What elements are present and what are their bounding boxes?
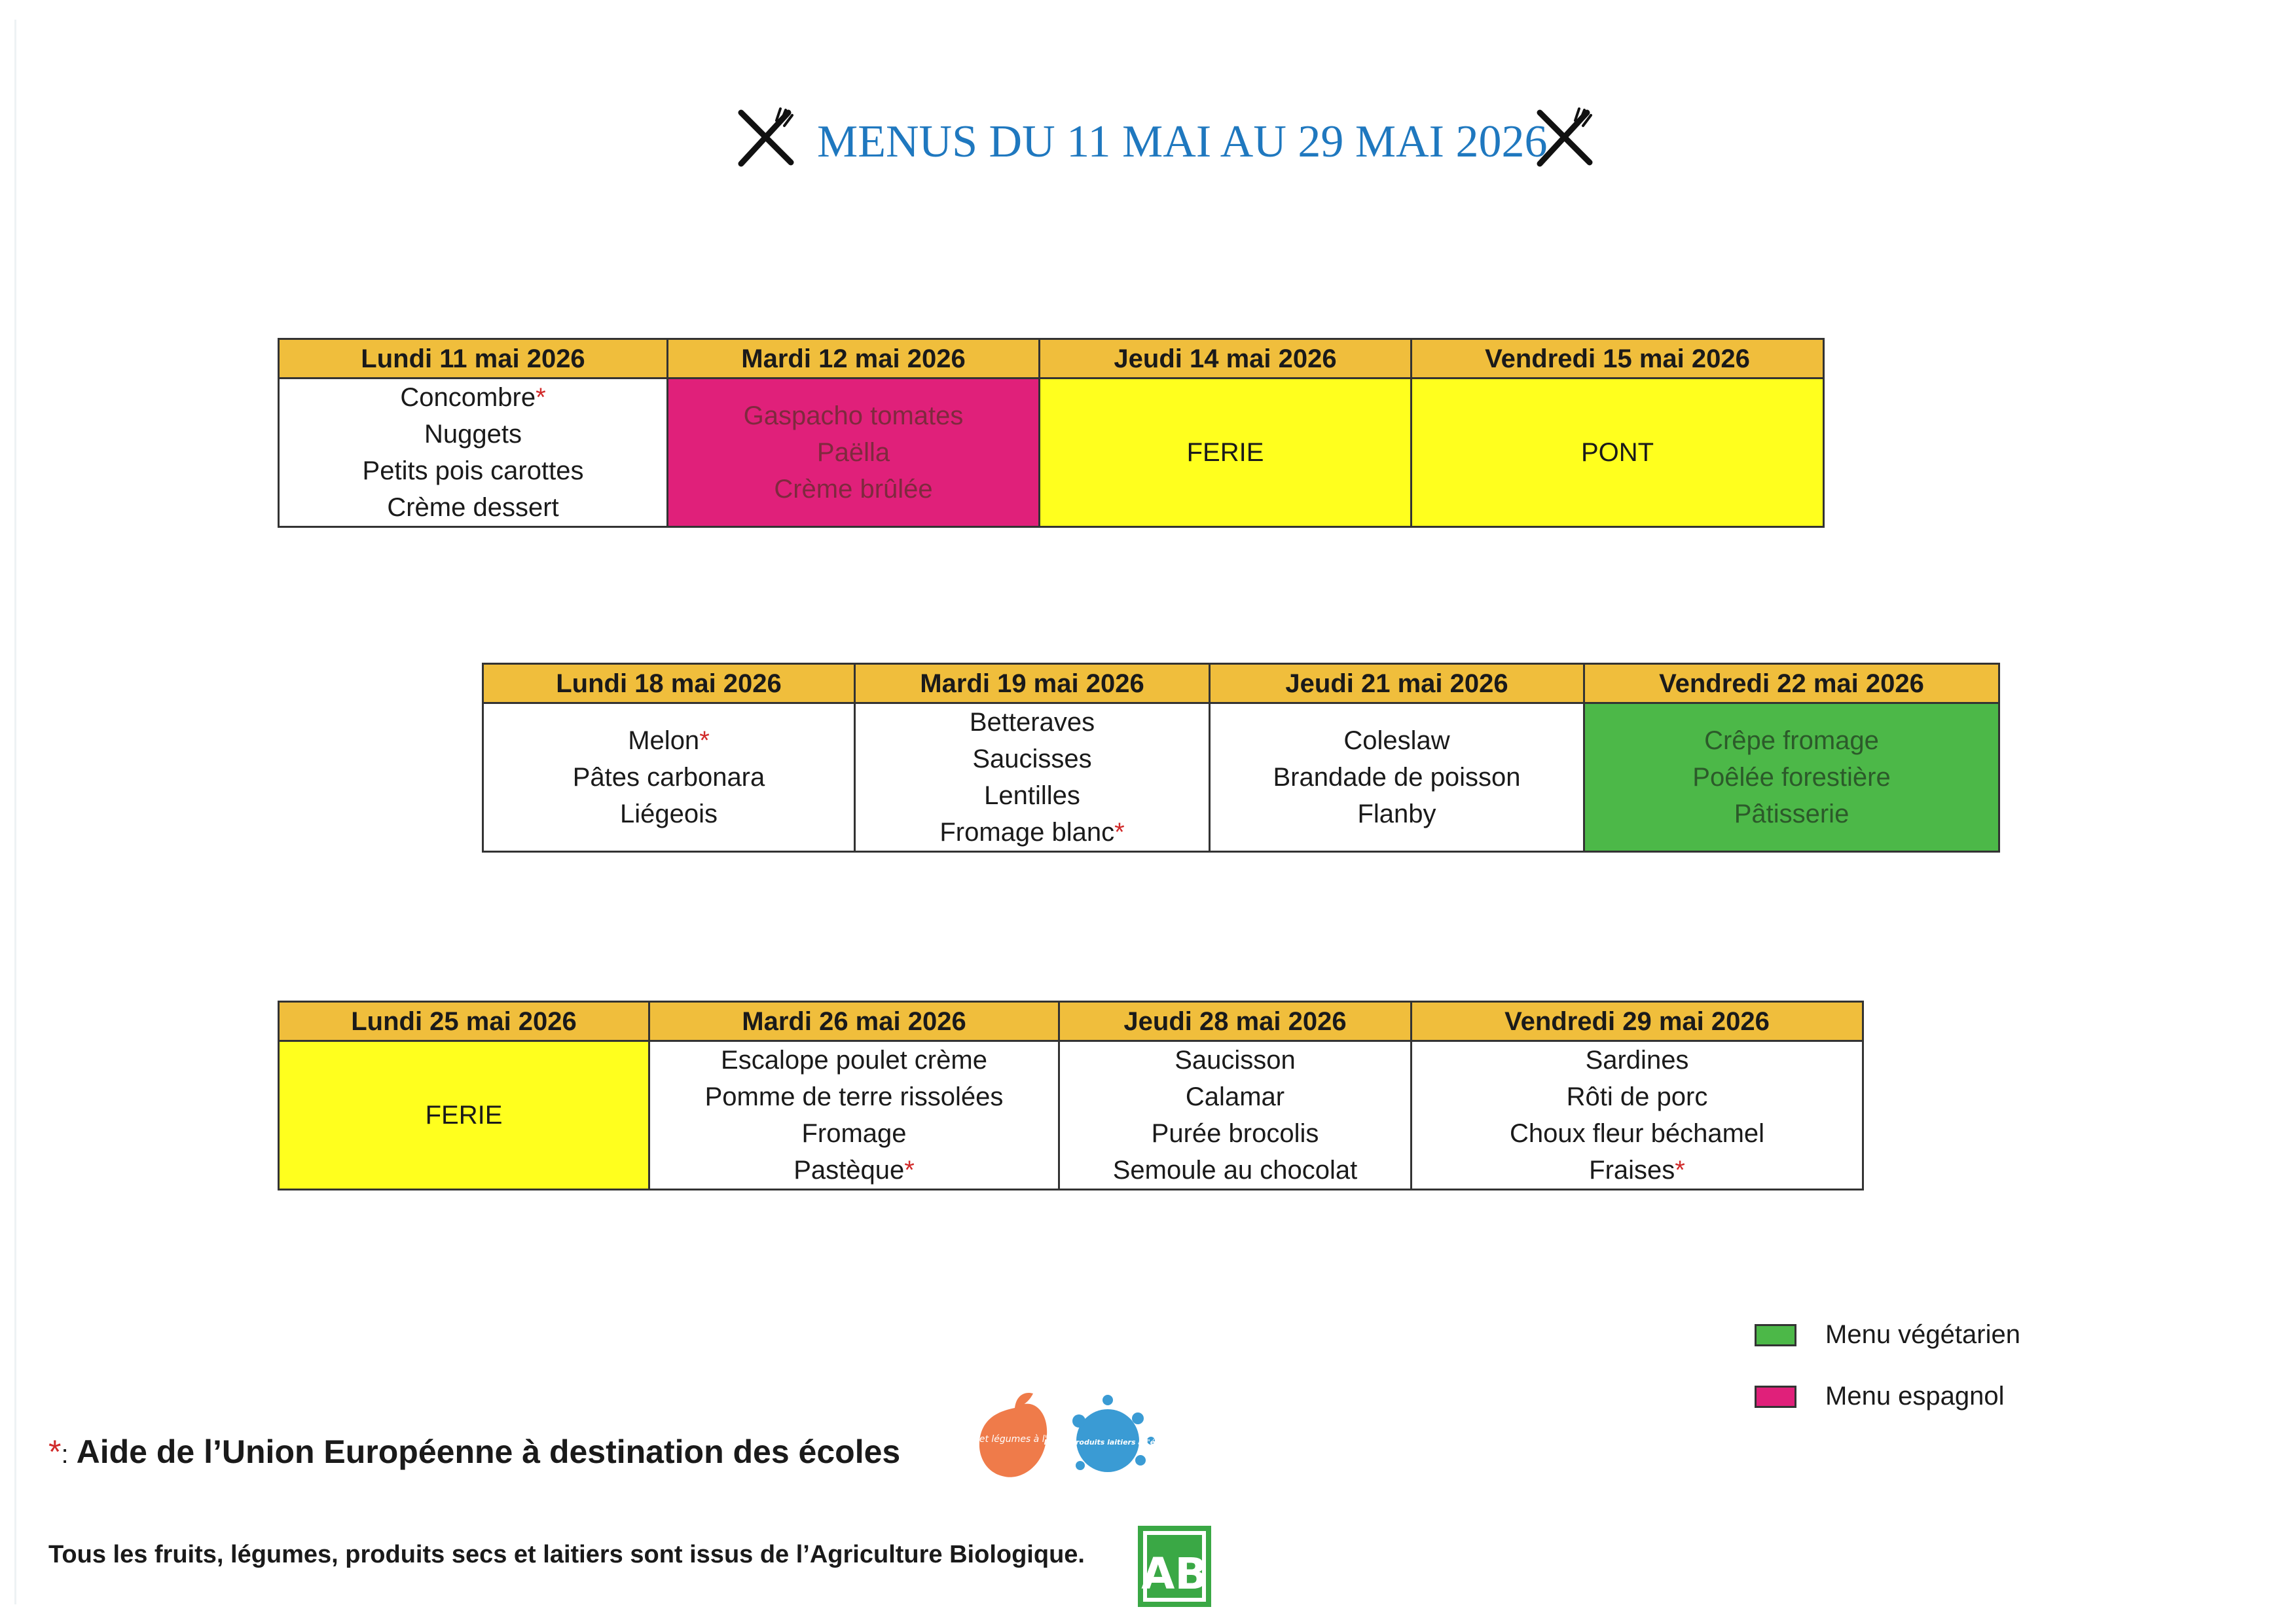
week-table [482, 663, 2000, 853]
menu-item: Pâtes carbonara [572, 763, 765, 792]
colon: : [61, 1440, 69, 1469]
title-row [0, 98, 2296, 190]
eu-aid-marker: * [48, 1433, 62, 1470]
menu-item: Crème brûlée [774, 475, 933, 504]
day-holiday [279, 1041, 649, 1190]
menu-item: Betteraves [969, 708, 1095, 737]
organic-note: Tous les fruits, légumes, produits secs et laitiers sont issus de l’Agriculture Biologique. [48, 1541, 1085, 1568]
day-holiday [1412, 378, 1824, 527]
day-menu-spanish [668, 378, 1040, 527]
day-header: Vendredi 22 mai 2026 [1584, 664, 1999, 703]
header-row [279, 339, 1824, 378]
menu-item: Lentilles [984, 781, 1080, 810]
holiday-label: FERIE [425, 1101, 503, 1130]
legend-swatch-green [1755, 1324, 1796, 1346]
day-menu [649, 1041, 1059, 1190]
menu-item: Petits pois carottes [362, 456, 584, 485]
legend-label: Menu espagnol [1825, 1382, 2005, 1411]
week-table [278, 1001, 1864, 1190]
day-holiday [1040, 378, 1412, 527]
day-menu [1059, 1041, 1412, 1190]
header-row [279, 1002, 1863, 1041]
day-header: Mardi 19 mai 2026 [855, 664, 1210, 703]
menu-row [279, 378, 1824, 527]
menu-item: Rôti de porc [1566, 1082, 1708, 1111]
menu-item: Saucisses [972, 745, 1092, 773]
legend-swatch-pink [1755, 1386, 1796, 1408]
color-legend [1755, 1316, 2030, 1434]
day-header: Lundi 18 mai 2026 [483, 664, 855, 703]
menu-row [483, 703, 1999, 852]
day-header: Vendredi 29 mai 2026 [1412, 1002, 1863, 1041]
menu-item: Concombre* [400, 383, 546, 412]
menu-item: Liégeois [619, 800, 718, 828]
day-menu [279, 378, 668, 527]
day-header: Lundi 11 mai 2026 [279, 339, 668, 378]
menu-item: Pâtisserie [1734, 800, 1850, 828]
day-header: Jeudi 14 mai 2026 [1040, 339, 1412, 378]
day-header: Jeudi 21 mai 2026 [1210, 664, 1584, 703]
ab-organic-logo [1138, 1526, 1211, 1607]
day-header: Mardi 26 mai 2026 [649, 1002, 1059, 1041]
day-header: Mardi 12 mai 2026 [668, 339, 1040, 378]
menu-item: Fromage [801, 1119, 907, 1148]
day-menu [855, 703, 1210, 852]
menu-item: Calamar [1185, 1082, 1285, 1111]
menu-item: Choux fleur béchamel [1509, 1119, 1765, 1148]
menu-item: Fraises* [1589, 1156, 1685, 1185]
menu-item: Coleslaw [1343, 726, 1450, 755]
cutlery-icon [1531, 105, 1596, 170]
menu-item: Saucisson [1175, 1046, 1296, 1075]
eu-aid-text: Aide de l’Union Européenne à destination des écoles [68, 1433, 901, 1470]
day-header: Jeudi 28 mai 2026 [1059, 1002, 1412, 1041]
day-menu [483, 703, 855, 852]
day-header: Lundi 25 mai 2026 [279, 1002, 649, 1041]
eu-aid-marker: * [1114, 818, 1125, 847]
fruits-legumes-logo [953, 1388, 1072, 1486]
page-title: MENUS DU 11 MAI AU 29 MAI 2026 [817, 117, 1548, 167]
menu-item: Flanby [1357, 800, 1436, 828]
legend-label: Menu végétarien [1825, 1320, 2020, 1349]
menu-row [279, 1041, 1863, 1190]
legend-item-spanish [1755, 1378, 2030, 1417]
menu-item: Pastèque* [793, 1156, 915, 1185]
day-menu [1210, 703, 1584, 852]
eu-aid-marker: * [1675, 1156, 1685, 1185]
legend-item-vegetarian [1755, 1316, 2030, 1356]
holiday-label: PONT [1580, 438, 1654, 467]
day-menu [1412, 1041, 1863, 1190]
menu-item: Brandade de poisson [1273, 763, 1521, 792]
eu-aid-marker: * [904, 1156, 915, 1185]
menu-item: Paëlla [816, 438, 890, 467]
logo-text: lait et produits laitiers à l'école [1044, 1438, 1172, 1447]
menu-item: Semoule au chocolat [1112, 1156, 1358, 1185]
menu-item: Nuggets [424, 420, 522, 449]
menu-item: Sardines [1585, 1046, 1689, 1075]
menu-item: Crêpe fromage [1704, 726, 1879, 755]
logo-text: fruits et légumes à l'école [953, 1434, 1072, 1445]
menu-item: Crème dessert [387, 493, 559, 522]
holiday-label: FERIE [1186, 438, 1264, 467]
menu-item: Escalope poulet crème [721, 1046, 987, 1075]
menu-item: Melon* [628, 726, 710, 755]
day-header: Vendredi 15 mai 2026 [1412, 339, 1824, 378]
cutlery-icon [732, 105, 797, 170]
eu-aid-note [48, 1429, 900, 1477]
menu-item: Purée brocolis [1151, 1119, 1319, 1148]
menu-item: Pomme de terre rissolées [704, 1082, 1004, 1111]
header-row [483, 664, 1999, 703]
day-menu-vegetarian [1584, 703, 1999, 852]
week-table [278, 338, 1825, 528]
eu-aid-marker: * [536, 383, 546, 412]
menu-item: Fromage blanc* [939, 818, 1125, 847]
lait-produits-laitiers-logo [1044, 1388, 1172, 1486]
menu-item: Gaspacho tomates [743, 401, 964, 430]
menu-item: Poêlée forestière [1692, 763, 1891, 792]
logo-text: AB [1141, 1549, 1208, 1599]
scan-edge [14, 20, 16, 1604]
eu-aid-marker: * [699, 726, 710, 755]
